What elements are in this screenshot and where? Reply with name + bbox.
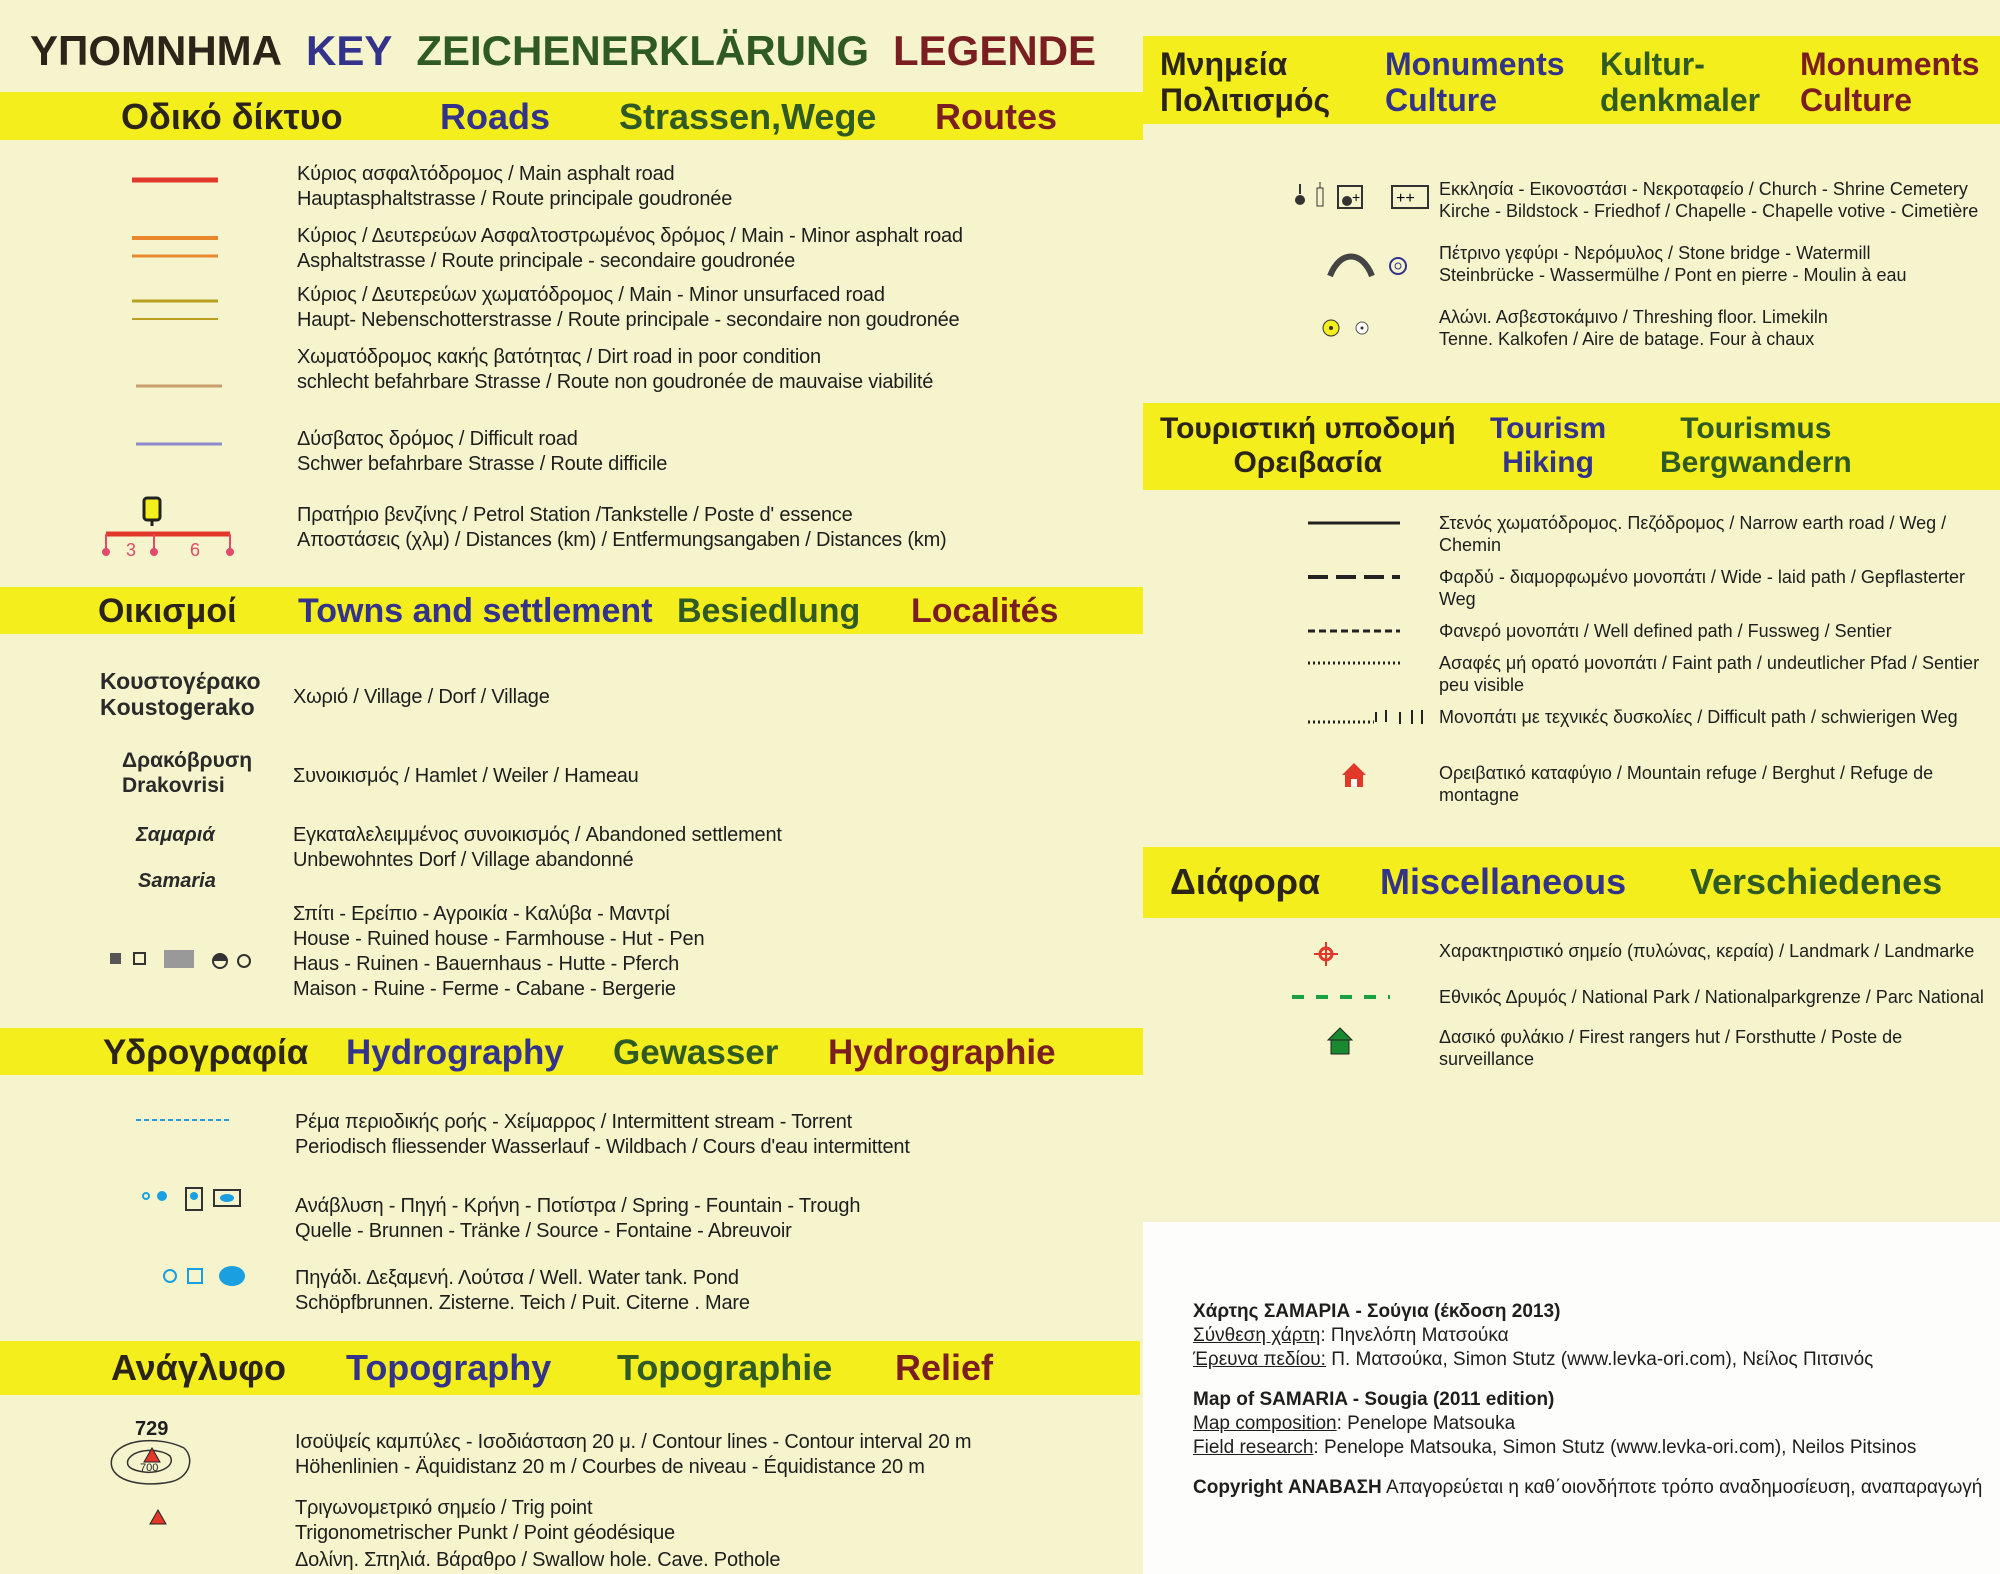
contour-label: 700 — [140, 1462, 159, 1474]
legend-item: Φαρδύ - διαμορφωμένο μονοπάτι / Wide - laid path / Gepflasterter Weg — [1290, 566, 1990, 610]
legend-item: + ++ Εκκλησία - Εικονοστάσι - Νεκροταφείο / Church - Shrine Cemetery Kirche - Bildstock - Friedhof / Chapelle - Chapelle votive - Cimetière — [1290, 178, 1990, 222]
roads-heading-greek: Οδικό δίκτυο — [121, 96, 343, 137]
roads-heading-german: Strassen,Wege — [619, 96, 877, 137]
legend-title-german: ZEICHENERKLÄRUNG — [416, 27, 870, 74]
legend-item: Πέτρινο γεφύρι - Νερόμυλος / Stone bridge - Watermill Steinbrücke - Wassermülhe / Pont en pierre - Moulin à eau — [1290, 242, 1990, 286]
legend-item: Φανερό μονοπάτι / Well defined path / Fussweg / Sentier — [1290, 620, 1990, 642]
hydro-heading-english: Hydrography — [346, 1033, 564, 1072]
abandoned-name-latin: Samaria — [138, 870, 216, 892]
credits-field-english: Field research: Penelope Matsouka, Simon Stutz (www.levka-ori.com), Neilos Pitsinos — [1193, 1437, 1917, 1458]
credits-copyright: Copyright ΑΝΑΒΑΣΗ Απαγορεύεται η καθ΄οιονδήποτε τρόπο αναδημοσίευση, αναπαραγωγή — [1193, 1477, 1983, 1498]
distance-label: 6 — [190, 540, 201, 560]
legend-title-french: LEGENDE — [893, 27, 1097, 74]
legend-item: Εγκαταλελειμμένος συνοικισμός / Abandoned settlement Unbewohntes Dorf / Village abandonné — [293, 824, 782, 871]
svg-text:+: + — [1352, 189, 1361, 205]
legend-item: Πηγάδι. Δεξαμενή. Λούτσα / Well. Water tank. Pond Schöpfbrunnen. Zisterne. Teich / Puit. Citerne . Mare — [295, 1267, 750, 1314]
tourism-list — [1290, 512, 1990, 806]
topo-heading-french: Relief — [895, 1347, 994, 1388]
landmark-icon — [1290, 940, 1439, 968]
towns-heading-german: Besiedlung — [677, 592, 861, 630]
tourism-heading-english: Tourism Hiking — [1490, 412, 1607, 479]
monuments-list — [1290, 178, 1990, 350]
roads-heading-french: Routes — [935, 96, 1058, 137]
monuments-heading-greek: Μνημεία Πολιτισμός — [1160, 46, 1331, 118]
legend-item: Κύριος / Δευτερεύων χωματόδρομος / Main - Minor unsurfaced road Haupt- Nebenschotterstrasse / Route principale - secondaire non goudronée — [297, 284, 960, 331]
misc-heading-german: Verschiedenes — [1690, 861, 1943, 902]
credits-field-greek: Έρευνα πεδίου: Π. Ματσούκα, Simon Stutz (www.levka-ori.com), Νείλος Πιτσινός — [1193, 1349, 1874, 1370]
legend-item: Χαρακτηριστικό σημείο (πυλώνας, κεραία) / Landmark / Landmarke — [1290, 940, 1990, 968]
legend-item: Δύσβατος δρόμος / Difficult road Schwer befahrbare Strasse / Route difficile — [297, 428, 668, 475]
credits-composition-english: Map composition: Penelope Matsouka — [1193, 1413, 1516, 1434]
towns-heading-english: Towns and settlement — [298, 592, 653, 630]
legend-item: Ορειβατικό καταφύγιο / Mountain refuge / Berghut / Refuge de montagne — [1290, 762, 1990, 806]
legend-item: Ανάβλυση - Πηγή - Κρήνη - Ποτίστρα / Spring - Fountain - Trough Quelle - Brunnen - Tränke / Source - Fontaine - Abreuvoir — [295, 1195, 861, 1242]
contour-label: 729 — [135, 1418, 169, 1440]
misc-list — [1290, 940, 1990, 1070]
mountain-refuge-icon — [1290, 762, 1439, 788]
towns-heading-french: Localités — [911, 592, 1059, 630]
legend-item: Ρέμα περιοδικής ροής - Χείμαρρος / Intermittent stream - Torrent Periodisch fliessender Wasserlauf - Wildbach / Cours d'eau intermittent — [295, 1111, 910, 1158]
village-name-sample: Κουστογέρακο Koustogerako — [100, 668, 261, 720]
forest-ranger-hut-icon — [1290, 1026, 1439, 1056]
hydro-heading-french: Hydrographie — [828, 1033, 1056, 1072]
water-symbols-icon — [134, 1110, 264, 1290]
legend-item: Αλώνι. Ασβεστοκάμινο / Threshing floor. Limekiln Tenne. Kalkofen / Aire de batage. Four à chaux — [1290, 306, 1990, 350]
legend-title — [30, 27, 1097, 74]
hamlet-name-sample: Δρακόβρυση Drakovrisi — [122, 749, 253, 797]
hydro-heading-greek: Υδρογραφία — [103, 1033, 309, 1072]
difficult-path-icon — [1290, 706, 1439, 728]
hydro-heading-german: Gewasser — [613, 1033, 779, 1072]
legend-title-english: KEY — [305, 27, 393, 74]
legend-item: Στενός χωματόδρομος. Πεζόδρομος / Narrow earth road / Weg / Chemin — [1290, 512, 1990, 556]
legend-item: Χωριό / Village / Dorf / Village — [293, 686, 550, 708]
legend-item: Ασαφές μή ορατό μονοπάτι / Faint path / undeutlicher Pfad / Sentier peu visible — [1290, 652, 1990, 696]
roads-heading-english: Roads — [440, 96, 551, 137]
legend-item: Ισοϋψείς καμπύλες - Ισοδιάσταση 20 μ. / Contour lines - Contour interval 20 m Höhenlinien - Äquidistanz 20 m / Courbes de niveau - Équidistance 20 m — [295, 1431, 972, 1478]
petrol-station-distance-icon — [96, 494, 246, 560]
faint-path-icon — [1290, 652, 1439, 674]
legend-item: Πρατήριο βενζίνης / Petrol Station /Tankstelle / Poste d' essence Αποστάσεις (χλμ) / Distances (km) / Entfermungsangaben / Distances (km) — [297, 504, 947, 551]
building-symbols-icon — [106, 948, 256, 972]
threshing-floor-limekiln-icon — [1290, 306, 1439, 346]
distance-label: 3 — [126, 540, 137, 560]
monuments-heading-english: Monuments Culture — [1385, 46, 1565, 118]
legend-title-greek: ΥΠΟΜΝΗΜΑ — [30, 27, 282, 74]
topo-heading-english: Topography — [346, 1347, 552, 1388]
defined-path-icon — [1290, 620, 1439, 642]
bridge-watermill-icon — [1290, 242, 1439, 282]
topo-heading-greek: Ανάγλυφο — [111, 1347, 287, 1388]
topo-heading-german: Topographie — [617, 1347, 833, 1388]
church-shrine-cemetery-icon — [1290, 178, 1439, 218]
legend-item: Σπίτι - Ερείπιο - Αγροικία - Καλύβα - Μαντρί House - Ruined house - Farmhouse - Hut - Pen Haus - Ruinen - Bauernhaus - Hutte - Pferch Maison - Ruine - Ferme - Cabane - Bergerie — [293, 903, 705, 1000]
legend-item: Εθνικός Δρυμός / National Park / Nationalparkgrenze / Parc National — [1290, 986, 1990, 1008]
svg-text:++: ++ — [1396, 190, 1415, 207]
legend-item: Δασικό φυλάκιο / Firest rangers hut / Forsthutte / Poste de surveillance — [1290, 1026, 1990, 1070]
legend-item: Συνοικισμός / Hamlet / Weiler / Hameau — [293, 765, 639, 787]
monuments-heading-french: Monuments Culture — [1800, 46, 1980, 118]
towns-heading-greek: Οικισμοί — [98, 592, 237, 630]
legend-item: Τριγωνομετρικό σημείο / Trig point Trigonometrischer Punkt / Point géodésique — [295, 1497, 675, 1544]
legend-item: Κύριος / Δευτερεύων Ασφαλτοστρωμένος δρόμος / Main - Minor asphalt road Asphaltstrasse / Route principale - secondaire goudronée — [297, 225, 963, 272]
national-park-boundary-icon — [1290, 986, 1439, 1008]
narrow-earth-road-icon — [1290, 512, 1439, 534]
road-symbols-icon — [100, 160, 240, 460]
legend-item: Μονοπάτι με τεχνικές δυσκολίες / Difficult path / schwierigen Weg — [1290, 706, 1990, 728]
wide-path-icon — [1290, 566, 1439, 588]
legend-item: Δολίνη. Σπηλιά. Βάραθρο / Swallow hole. Cave. Pothole — [295, 1549, 781, 1571]
monuments-heading-german: Kultur- denkmaler — [1600, 46, 1761, 118]
credits — [1193, 1300, 1983, 1500]
credits-composition-greek: Σύνθεση χάρτη: Πηνελόπη Ματσούκα — [1193, 1325, 1509, 1346]
credits-title-english: Map of SAMARIA - Sougia (2011 edition) — [1193, 1389, 1555, 1410]
misc-heading-greek: Διάφορα — [1170, 861, 1321, 902]
tourism-heading-greek: Τουριστική υποδομή Ορειβασία — [1160, 412, 1456, 479]
misc-heading-english: Miscellaneous — [1380, 861, 1627, 902]
legend-item: Χωματόδρομος κακής βατότητας / Dirt road in poor condition schlecht befahrbare Strasse / Route non goudronée de mauvaise viabilité — [297, 346, 934, 393]
legend-item: Κύριος ασφαλτόδρομος / Main asphalt road Hauptasphaltstrasse / Route principale goudronée — [297, 163, 733, 210]
credits-title-greek: Χάρτης ΣΑΜΑΡΙΑ - Σούγια (έκδοση 2013) — [1193, 1301, 1561, 1322]
tourism-heading-german: Tourismus Bergwandern — [1660, 412, 1852, 479]
abandoned-name-greek: Σαμαριά — [136, 824, 215, 846]
